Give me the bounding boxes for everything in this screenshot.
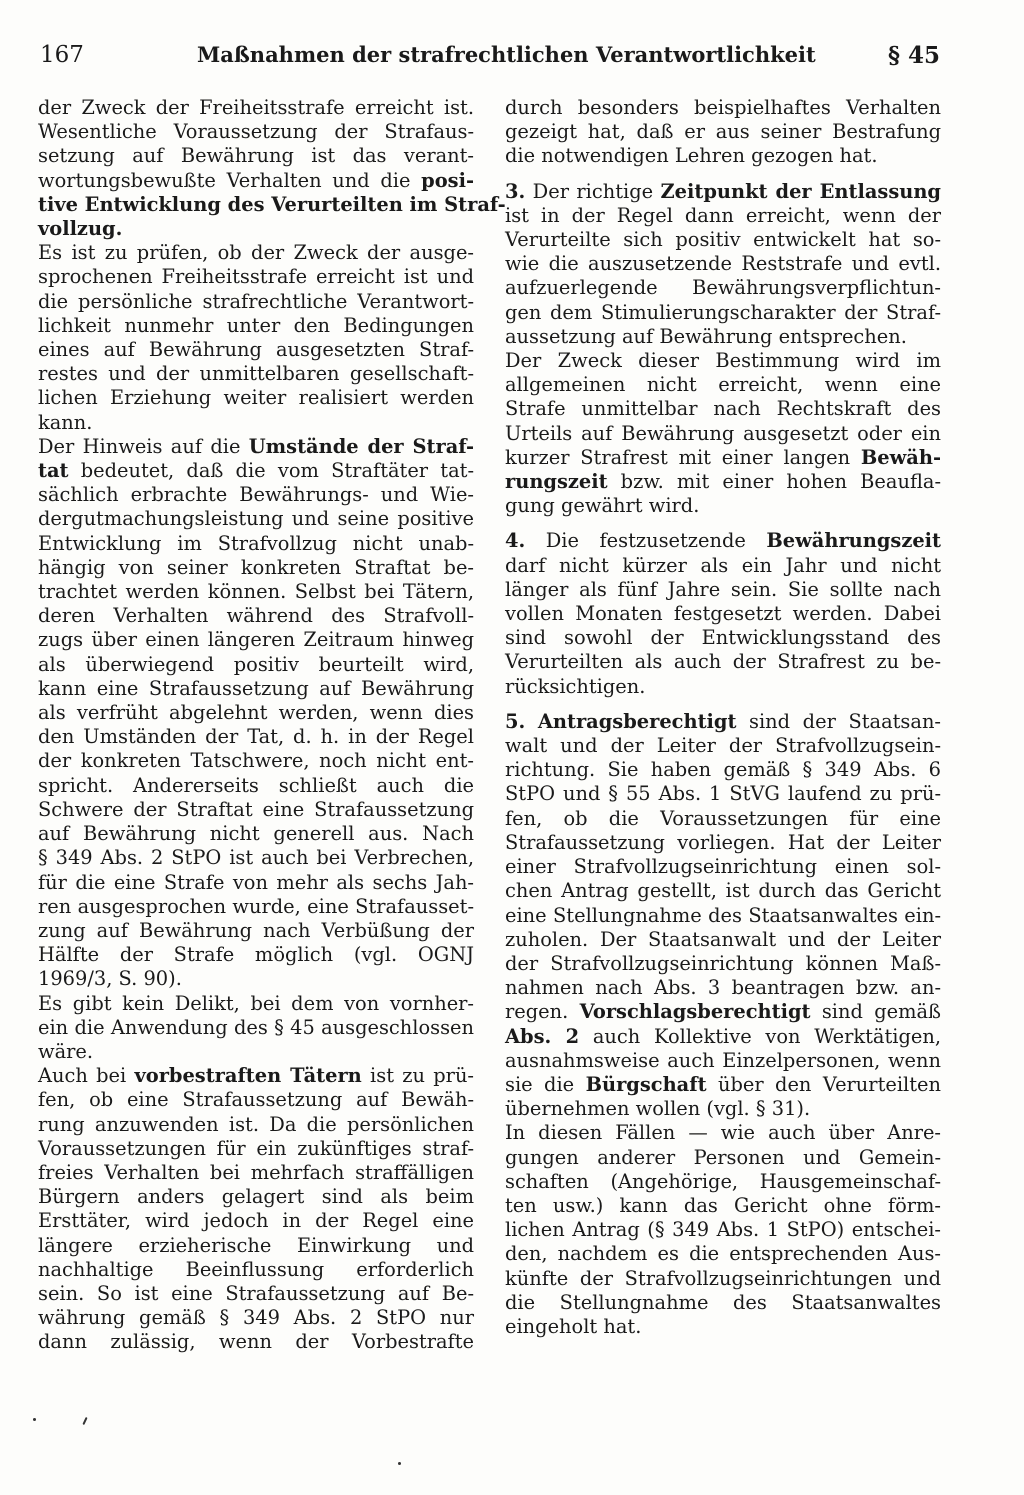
text-line: fen, ob eine Strafaussetzung auf Bewäh- bbox=[38, 1088, 474, 1112]
text-line: Bürgern anders gelagert sind als beim bbox=[38, 1185, 474, 1209]
text-line: eingeholt hat. bbox=[505, 1314, 642, 1338]
text-line: als überwiegend positiv beurteilt wird, bbox=[38, 652, 474, 676]
text-line: aussetzung auf Bewährung entsprechen. bbox=[505, 324, 907, 348]
text-line: Der Hinweis auf die Umstände der Straf- bbox=[38, 434, 474, 458]
paragraph-gap bbox=[505, 169, 941, 180]
text-line: eines auf Bewährung ausgesetzten Straf- bbox=[38, 338, 474, 362]
text-line: sind sowohl der Entwicklungsstand des bbox=[505, 626, 941, 650]
text-line: der Strafvollzugseinrichtung können Maß- bbox=[505, 951, 941, 975]
text-line: gen dem Stimulierungscharakter der Straf- bbox=[505, 300, 941, 324]
text-line: regen. Vorschlagsberechtigt sind gemäß bbox=[505, 1000, 942, 1024]
text-line: Es gibt kein Delikt, bei dem von vornher- bbox=[38, 991, 474, 1015]
text-line: walt und der Leiter der Strafvollzugsein- bbox=[505, 734, 941, 758]
scan-speck bbox=[398, 1462, 401, 1465]
text-line: währung gemäß § 349 Abs. 2 StPO nur bbox=[38, 1306, 474, 1330]
text-line: den, nachdem es die entsprechenden Aus- bbox=[505, 1242, 941, 1266]
paragraph bbox=[505, 180, 941, 349]
text-line: lichen Erziehung weiter realisiert werden bbox=[38, 386, 474, 410]
text-line: trachtet werden können. Selbst bei Tätern, bbox=[38, 580, 474, 604]
paragraph bbox=[505, 710, 941, 1121]
text-line: hängig von seiner konkreten Straftat be- bbox=[38, 555, 474, 579]
text-line: 1969/3, S. 90). bbox=[38, 967, 182, 991]
scan-speck bbox=[82, 1417, 87, 1425]
text-line: Verurteilten als auch der Strafrest zu be- bbox=[505, 650, 941, 674]
paragraph-gap bbox=[505, 699, 941, 710]
text-line: ten usw.) kann das Gericht ohne förm- bbox=[505, 1193, 941, 1217]
text-line: die Stellungnahme des Staatsanwaltes bbox=[505, 1290, 941, 1314]
text-line: chen Antrag gestellt, ist durch das Gericht bbox=[505, 879, 941, 903]
text-line: rungszeit bzw. mit einer hohen Beaufla- bbox=[505, 470, 941, 494]
text-line: Ersttäter, wird jedoch in der Regel eine bbox=[38, 1209, 474, 1233]
text-line: durch besonders beispielhaftes Verhalten bbox=[505, 96, 941, 119]
text-line: Verurteilte sich positiv entwickelt hat so- bbox=[505, 228, 941, 252]
text-line: allgemeinen nicht erreicht, wenn eine bbox=[505, 373, 941, 397]
text-line: gung gewährt wird. bbox=[505, 494, 700, 518]
text-line: Der Zweck dieser Bestimmung wird im bbox=[505, 349, 941, 373]
text-line: sein. So ist eine Strafaussetzung auf Be- bbox=[38, 1281, 474, 1305]
right-text-column bbox=[505, 96, 941, 1339]
text-line: freies Verhalten bei mehrfach straffälligen bbox=[38, 1160, 474, 1184]
text-line: der konkreten Tatschwere, noch nicht ent- bbox=[38, 749, 474, 773]
text-line: längere erzieherische Einwirkung und bbox=[38, 1233, 474, 1257]
text-line: Auch bei vorbestraften Tätern ist zu prü- bbox=[38, 1064, 474, 1088]
paragraph bbox=[38, 992, 474, 1065]
text-line: gezeigt hat, daß er aus seiner Bestrafung bbox=[505, 120, 941, 144]
text-line: 5. Antragsberechtigt sind der Staatsan- bbox=[505, 709, 941, 733]
paragraph bbox=[505, 1121, 941, 1339]
text-line: gungen anderer Personen und Gemein- bbox=[505, 1145, 941, 1169]
text-line: nachhaltige Beeinflussung erforderlich bbox=[38, 1257, 474, 1281]
text-line: zung auf Bewährung nach Verbüßung der bbox=[38, 918, 474, 942]
text-line: 3. Der richtige Zeitpunkt der Entlassung bbox=[505, 179, 941, 203]
text-line: für die eine Strafe von mehr als sechs Jah- bbox=[38, 870, 474, 894]
text-line: Hälfte der Strafe möglich (vgl. OGNJ bbox=[38, 943, 474, 967]
text-line: auf Bewährung nicht generell aus. Nach bbox=[38, 822, 474, 846]
paragraph bbox=[38, 435, 474, 992]
text-line: Urteils auf Bewährung ausgesetzt oder ein bbox=[505, 421, 941, 445]
text-line: lichen Antrag (§ 349 Abs. 1 StPO) entschei- bbox=[505, 1218, 941, 1242]
text-line: spricht. Andererseits schließt auch die bbox=[38, 773, 474, 797]
text-line: ein die Anwendung des § 45 ausgeschlossen bbox=[38, 1015, 474, 1039]
text-line: als verfrüht abgelehnt werden, wenn dies bbox=[38, 701, 474, 725]
paragraph bbox=[505, 349, 941, 518]
text-line: deren Verhalten während des Strafvoll- bbox=[38, 604, 474, 628]
text-line: wortungsbewußte Verhalten und die posi- bbox=[38, 168, 474, 192]
text-line: die notwendigen Lehren gezogen hat. bbox=[505, 144, 878, 168]
section-number: § 45 bbox=[887, 42, 940, 69]
text-line: § 349 Abs. 2 StPO ist auch bei Verbrechen, bbox=[38, 846, 474, 870]
paragraph bbox=[505, 529, 941, 698]
text-line: setzung auf Bewährung ist das verant- bbox=[38, 144, 474, 168]
text-line: vollen Monaten festgesetzt werden. Dabei bbox=[505, 602, 941, 626]
text-line: sächlich erbrachte Bewährungs- und Wie- bbox=[38, 483, 474, 507]
text-line: lichkeit nunmehr unter den Bedingungen bbox=[38, 313, 474, 337]
text-line: kurzer Strafrest mit einer langen Bewäh- bbox=[505, 445, 941, 469]
text-line: wie die auszusetzende Reststrafe und evtl. bbox=[505, 252, 941, 276]
paragraph bbox=[38, 96, 506, 241]
text-line: nahmen nach Abs. 3 beantragen bzw. an- bbox=[505, 976, 941, 1000]
text-line: dann zulässig, wenn der Vorbestrafte bbox=[38, 1330, 474, 1354]
text-line: Abs. 2 auch Kollektive von Werktätigen, bbox=[505, 1024, 941, 1048]
text-line: Entwicklung im Strafvollzug nicht unab- bbox=[38, 531, 474, 555]
text-line: ren ausgesprochen wurde, eine Strafausset- bbox=[38, 894, 474, 918]
text-line: tive Entwicklung des Verurteilten im Straf- bbox=[38, 192, 506, 216]
text-line: aufzuerlegende Bewährungsverpflichtun- bbox=[505, 276, 941, 300]
text-line: sie die Bürgschaft über den Verurteilten bbox=[505, 1072, 941, 1096]
text-line: übernehmen wollen (vgl. § 31). bbox=[505, 1097, 811, 1121]
text-line: die persönliche strafrechtliche Verantwort- bbox=[38, 289, 474, 313]
text-line: darf nicht kürzer als ein Jahr und nicht bbox=[505, 553, 941, 577]
text-line: In diesen Fällen — wie auch über Anre- bbox=[505, 1121, 941, 1145]
page-number: 167 bbox=[40, 42, 84, 68]
text-line: Es ist zu prüfen, ob der Zweck der ausge- bbox=[38, 241, 474, 265]
text-line: Schwere der Straftat eine Strafaussetzung bbox=[38, 797, 474, 821]
text-line: schaften (Angehörige, Hausgemeinschaf- bbox=[505, 1169, 941, 1193]
text-line: den Umständen der Tat, d. h. in der Regel bbox=[38, 725, 474, 749]
text-line: zuholen. Der Staatsanwalt und der Leiter bbox=[505, 927, 941, 951]
text-line: rücksichtigen. bbox=[505, 674, 646, 698]
text-line: länger als fünf Jahre sein. Sie sollte nach bbox=[505, 577, 941, 601]
text-line: Strafe unmittelbar nach Rechtskraft des bbox=[505, 397, 941, 421]
paragraph bbox=[38, 241, 474, 435]
paragraph bbox=[38, 1064, 474, 1354]
left-text-column bbox=[38, 96, 506, 1355]
running-header bbox=[40, 42, 940, 82]
text-line: Strafaussetzung vorliegen. Hat der Leiter bbox=[505, 830, 941, 854]
text-line: restes und der unmittelbaren gesellschaft- bbox=[38, 362, 474, 386]
text-line: StPO und § 55 Abs. 1 StVG laufend zu prü- bbox=[505, 782, 941, 806]
text-line: Voraussetzungen für ein zukünftiges straf- bbox=[38, 1136, 474, 1160]
text-line: ist in der Regel dann erreicht, wenn der bbox=[505, 203, 941, 227]
header-title: Maßnahmen der strafrechtlichen Verantwortlichkeit bbox=[197, 42, 816, 67]
text-line: künfte der Strafvollzugseinrichtungen und bbox=[505, 1266, 941, 1290]
text-line: rung anzuwenden ist. Da die persönlichen bbox=[38, 1112, 474, 1136]
text-line: kann eine Strafaussetzung auf Bewährung bbox=[38, 676, 474, 700]
text-line: vollzug. bbox=[38, 217, 123, 241]
paragraph-gap bbox=[505, 518, 941, 529]
text-line: kann. bbox=[38, 410, 93, 434]
paragraph bbox=[505, 96, 941, 169]
text-line: tat bedeutet, daß die vom Straftäter tat- bbox=[38, 459, 474, 483]
text-line: zugs über einen längeren Zeitraum hinweg bbox=[38, 628, 474, 652]
text-line: Wesentliche Voraussetzung der Strafaus- bbox=[38, 120, 474, 144]
scan-speck bbox=[33, 1418, 36, 1421]
text-line: sprochenen Freiheitsstrafe erreicht ist und bbox=[38, 265, 474, 289]
text-line: fen, ob die Voraussetzungen für eine bbox=[505, 806, 941, 830]
text-line: wäre. bbox=[38, 1039, 94, 1063]
text-line: ausnahmsweise auch Einzelpersonen, wenn bbox=[505, 1048, 941, 1072]
text-line: eine Stellungnahme des Staatsanwaltes ein- bbox=[505, 903, 941, 927]
text-line: der Zweck der Freiheitsstrafe erreicht ist. bbox=[38, 96, 474, 119]
text-line: 4. Die festzusetzende Bewährungszeit bbox=[505, 529, 941, 553]
text-line: einer Strafvollzugseinrichtung einen sol- bbox=[505, 855, 941, 879]
text-line: dergutmachungsleistung und seine positive bbox=[38, 507, 474, 531]
text-line: richtung. Sie haben gemäß § 349 Abs. 6 bbox=[505, 758, 941, 782]
